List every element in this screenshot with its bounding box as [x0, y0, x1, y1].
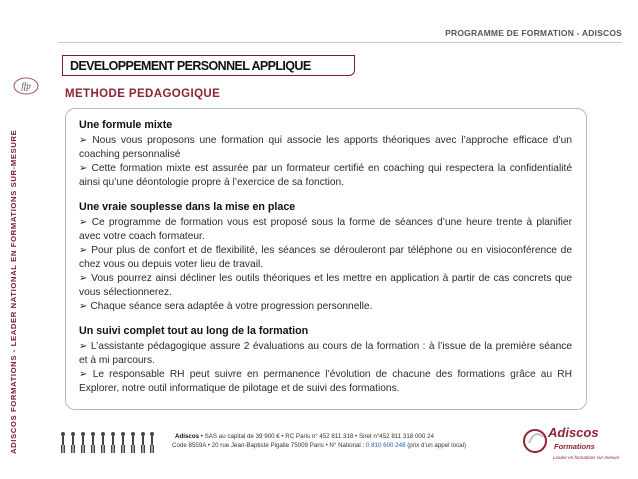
section-heading: METHODE PEDAGOGIQUE — [65, 88, 221, 100]
footer-phone: 0 810 600 248 — [365, 442, 406, 449]
brand-sub: Formations — [554, 442, 595, 451]
bullet-item: ➢ Vous pourrez ainsi décliner les outils théoriques et les mettre en application à partir de cas concrets que vous sélectionnerez. — [79, 273, 572, 298]
bullet-item: ➢ Ce programme de formation vous est proposé sous la forme de séances d’une heure trente à planifier avec votre coach formateur. — [79, 217, 572, 242]
footer-legal-line: Adiscos • SAS au capital de 39 900 € • RC Paris n° 452 811 318 • Siret n°452 811 318 000 24 — [175, 433, 434, 440]
block-heading-formule: Une formule mixte — [79, 119, 173, 131]
brand-tagline: Leader en formations sur-mesure — [553, 455, 620, 460]
bullet-item: ➢ Cette formation mixte est assurée par un formateur certifié en coaching qui respectera la confidentialité ainsi qu’une déontologie propre à l’exercice de sa fonction. — [79, 163, 572, 188]
page-title: DEVELOPPEMENT PERSONNEL APPLIQUE — [62, 55, 355, 76]
ffp-logo — [12, 76, 40, 96]
content-body — [79, 118, 572, 396]
header-label: PROGRAMME DE FORMATION - ADISCOS — [445, 28, 622, 38]
bullet-item: ➢ Pour plus de confort et de flexibilité, les séances se dérouleront par téléphone ou en visioconférence de chez vous ou depuis voter lieu de travail. — [79, 245, 572, 270]
people-figures-illustration — [58, 430, 156, 454]
bullet-item: ➢ Chaque séance sera adaptée à votre progression personnelle. — [79, 301, 373, 312]
bullet-item: ➢ Nous vous proposons une formation qui associe les apports théoriques avec l’approche efficace d’un coaching personnalisé — [79, 135, 573, 160]
block-heading-suivi: Un suivi complet tout au long de la formation — [79, 325, 309, 337]
block-heading-souplesse: Une vraie souplesse dans la mise en place — [79, 201, 296, 213]
footer-address-line: Code 8559A • 20 rue Jean-Baptiste Pigalle 75009 Paris • N° National : 0 810 600 248 (prix d’un appel local) — [172, 442, 467, 449]
header-divider — [58, 42, 622, 43]
bullet-item: ➢ L’assistante pédagogique assure 2 évaluations au cours de la formation : à l’issue de la première séance et à mi parcours. — [79, 341, 572, 366]
bullet-item: ➢ Le responsable RH peut suivre en permanence l’évolution de chacune des formations grâce au RH Explorer, notre outil informatique de pilotage et de suivi des formations. — [79, 369, 572, 394]
side-banner-text: ADISCOS FORMATIONS - LEADER NATIONAL EN FORMATIONS SUR-MESURE — [9, 129, 18, 454]
brand-name: Adiscos — [548, 425, 599, 440]
ffp-logo-text: ffp — [21, 81, 31, 91]
